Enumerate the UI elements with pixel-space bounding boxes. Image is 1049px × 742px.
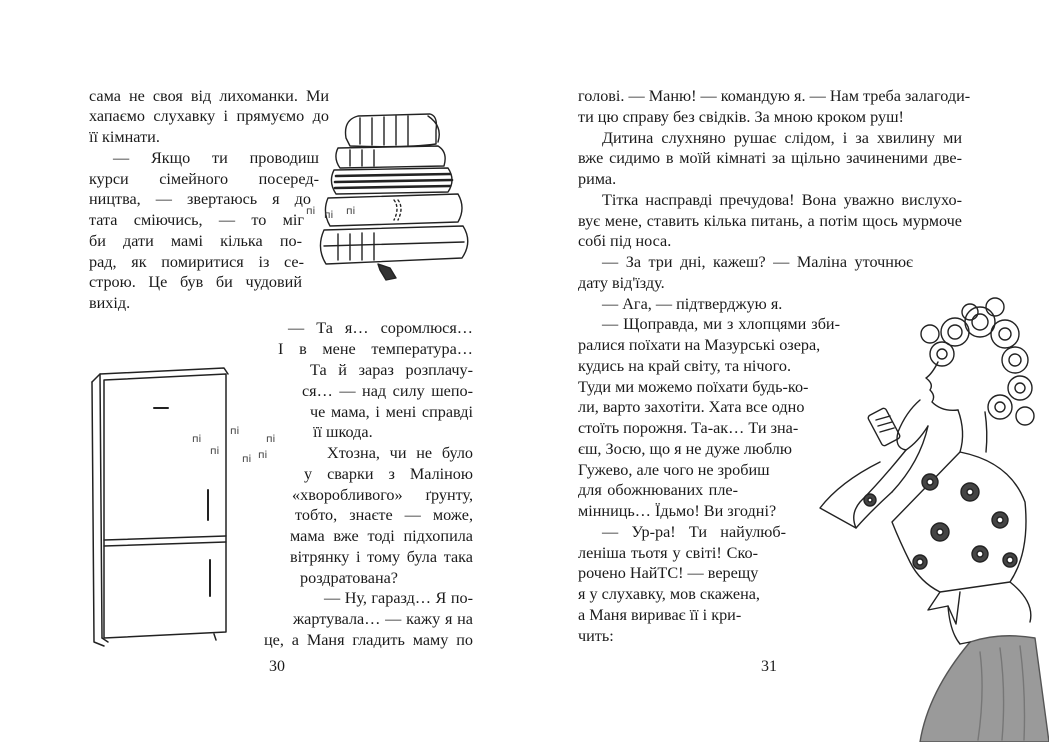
sweater-sneeze-text-2: пі	[324, 210, 334, 221]
text-line: її кімнати.	[89, 128, 160, 146]
text-line: голові. — Маню! — командую я. — Нам треба залагоди-	[578, 87, 971, 105]
text-line: — Ур-ра! Ти найулюб-	[602, 523, 786, 541]
left-page-number: 30	[269, 658, 285, 675]
text-line: — Ну, гаразд… Я по-	[324, 589, 473, 607]
text-line: — Та я… соромлюся…	[288, 319, 473, 337]
right-page-number: 31	[761, 658, 777, 675]
text-line: для обожнюваних пле-	[578, 481, 738, 499]
text-line: леніша тьотя у світі! Ско-	[578, 544, 758, 562]
text-line: курси сімейного посеред-	[89, 170, 319, 188]
text-line: — Щоправда, ми з хлопцями зби-	[602, 315, 840, 333]
text-line: че мама, і мені справді	[310, 403, 473, 421]
sweater-stack-illustration	[298, 108, 483, 283]
text-line: мама вже тоді підхопила	[290, 527, 473, 545]
text-line: І в мене температура…	[278, 340, 473, 358]
text-line: ництва, — звертаюсь я до	[89, 190, 311, 208]
fridge-sneeze-text-2: пі	[230, 426, 240, 437]
text-line: чить:	[578, 627, 614, 645]
sweater-sneeze-text-3: пі	[346, 206, 356, 217]
fridge-illustration	[84, 360, 284, 650]
text-line: ралися поїхати на Мазурські озера,	[578, 336, 821, 354]
fridge-sneeze-text-6: пі	[258, 450, 268, 461]
text-line: рочено НайТС! — верещу	[578, 564, 759, 582]
text-line: вує мене, ставить кілька питань, а потім щось мурмоче	[578, 212, 962, 230]
text-line: — За три дні, кажеш? — Маліна уточнює	[602, 253, 913, 271]
text-line: я у слухавку, мов скажена,	[578, 585, 760, 603]
fridge-sneeze-text-5: пі	[242, 454, 252, 465]
text-line: рад, як помиритися із се-	[89, 253, 304, 271]
text-line: стоїть порожня. Та-ак… Ти зна-	[578, 419, 799, 437]
text-line: Тітка насправді пречудова! Вона уважно вислухо-	[602, 191, 962, 209]
fridge-sneeze-text-3: пі	[210, 446, 220, 457]
sweater-sneeze-text-1: пі	[306, 206, 316, 217]
text-line: Та й зараз розплачу-	[310, 361, 473, 379]
fridge-sneeze-text-4: пі	[266, 434, 276, 445]
text-line: вітрянку і тому була така	[290, 548, 473, 566]
text-line: Гужево, але чого не зробиш	[578, 461, 770, 479]
text-line: вихід.	[89, 294, 131, 312]
text-line: би дати мамі кілька по-	[89, 232, 302, 250]
text-line: це, а Маня гладить маму по	[264, 631, 473, 649]
text-line: ти цю справу без свідків. За мною кроком руш!	[578, 108, 904, 126]
text-line: вже сидимо в моїй кімнаті за щільно зачиненими две-	[578, 149, 962, 167]
text-line: роздратована?	[300, 569, 398, 587]
text-line: жартувала… — кажу я на	[293, 610, 473, 628]
text-line: єш, Зосю, що я не дуже люблю	[578, 440, 792, 458]
text-line: у сварки з Маліною	[304, 465, 473, 483]
text-line: дату від'їзду.	[578, 274, 665, 292]
text-line: строю. Це був би чудовий	[89, 273, 302, 291]
text-line: — Якщо ти проводиш	[113, 149, 319, 167]
text-line: хапаємо слухавку і прямуємо до	[89, 107, 329, 125]
woman-on-phone-illustration	[810, 292, 1049, 742]
text-line: Туди ми можемо поїхати будь-ко-	[578, 378, 809, 396]
text-line: а Маня вириває її і кри-	[578, 606, 742, 624]
text-line: — Ага, — підтверджую я.	[602, 295, 783, 313]
fridge-sneeze-text-1: пі	[192, 434, 202, 445]
text-line: ли, варто захотіти. Хата все одно	[578, 398, 805, 416]
text-line: рима.	[578, 170, 617, 188]
text-line: тата сміючись, — то міг	[89, 211, 304, 229]
text-line: Дитина слухняно рушає слідом, і за хвилину ми	[602, 129, 962, 147]
text-line: кудись на край світу, та нічого.	[578, 357, 791, 375]
text-line: сама не своя від лихоманки. Ми	[89, 87, 329, 105]
text-line: мінниць… Їдьмо! Ви згодні?	[578, 502, 777, 520]
text-line: її шкода.	[313, 423, 373, 441]
text-line: собі під носа.	[578, 232, 672, 250]
text-line: «хворобливого» ґрунту,	[292, 486, 473, 504]
text-line: ся… — над силу шепо-	[302, 382, 473, 400]
text-line: тобто, знаєте — може,	[295, 506, 473, 524]
text-line: Хтозна, чи не було	[327, 444, 473, 462]
